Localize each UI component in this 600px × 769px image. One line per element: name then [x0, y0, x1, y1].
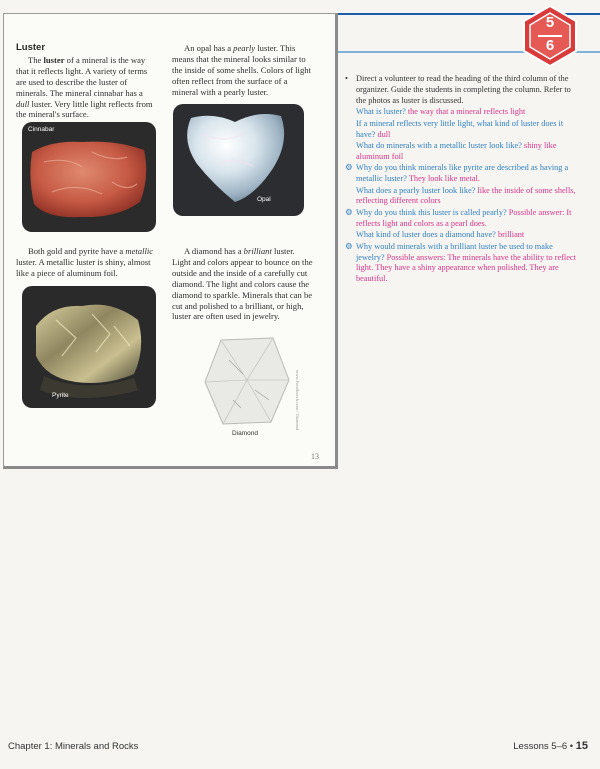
footer-lessons: Lessons 5–6 • 15 [513, 740, 588, 752]
critical-thinking-icon: ⚙ [345, 163, 353, 173]
cinnabar-image [22, 122, 156, 232]
cinnabar-label: Cinnabar [28, 126, 55, 133]
diamond-label: Diamond [232, 430, 259, 437]
cinnabar-photo [22, 122, 156, 232]
notes-intro: • Direct a volunteer to read the heading of the third column of the organizer. Guide the students in completing the column. Refer to the photos as luster is discussed. [345, 74, 571, 105]
pyrite-photo [22, 286, 156, 408]
qa-item-critical: ⚙ Why do you think minerals like pyrite are described as having a metallic luster? They look like metal. [345, 163, 569, 184]
luster-text-block [16, 43, 158, 120]
luster-intro: The luster of a mineral is the way that it reflects light. A variety of terms are used to describe the luster of minerals. The mineral cinnabar has a dull luster. Very little light reflects from the mineral's surface. [16, 54, 153, 120]
opal-text-block [172, 43, 314, 98]
student-page-number: 13 [311, 452, 319, 461]
pyrite-label: Pyrite [52, 392, 69, 399]
critical-thinking-icon: ⚙ [345, 241, 353, 251]
qa-item: What do minerals with a metallic luster look like? shiny like aluminum foil [356, 140, 557, 161]
badge-bottom-number: 6 [545, 37, 555, 54]
diamond-text: A diamond has a brilliant luster. Light and colors appear to bounce on the outside and the inside of a carefully cut diamond. The light and colors cause the diamond to sparkle. Minerals that can be cut and polished to a brilliant, or high, luster are often used in jewelry. [172, 246, 313, 322]
footer-page-number: 15 [575, 740, 588, 752]
opal-photo [173, 104, 304, 216]
bullet-icon: • [345, 74, 348, 83]
metallic-text-block [16, 246, 158, 279]
qa-item: If a mineral reflects very little light, what kind of luster does it have? dull [356, 118, 564, 139]
diamond-text-block [172, 246, 314, 322]
luster-heading: Luster [16, 42, 46, 53]
qa-item: What does a pearly luster look like? like the inside of some shells, reflecting different colors [356, 185, 576, 206]
qa-item: What kind of luster does a diamond have? brilliant [356, 230, 525, 240]
critical-thinking-icon: ⚙ [345, 207, 353, 217]
qa-item-critical: ⚙ Why would minerals with a brilliant luster be used to make jewelry? Possible answers: The minerals have the ability to reflect light. They have a shiny appearance when polished. They are beautiful. [345, 241, 576, 284]
opal-image [173, 104, 304, 216]
pyrite-image [22, 286, 156, 408]
metallic-text: Both gold and pyrite have a metallic luster. A metallic luster is shiny, almost like a piece of aluminum foil. [16, 246, 154, 278]
lesson-badge [518, 4, 582, 68]
badge-top-number: 5 [545, 14, 555, 31]
qa-item: What is luster? the way that a mineral reflects light [356, 107, 526, 117]
opal-label: Opal [257, 196, 271, 203]
teacher-notes [342, 74, 580, 286]
opal-text: An opal has a pearly luster. This means that the mineral looks similar to the inside of some shells. Colors of light often reflect from the surface of a mineral with a pearly luster. [172, 43, 311, 97]
qa-item-critical: ⚙ Why do you think this luster is called pearly? Possible answer: It reflects light and colors as a pearl does. [345, 207, 572, 228]
footer-chapter: Chapter 1: Minerals and Rocks [8, 741, 139, 752]
photo-credit: www.FotoSearch.com / Diamond [295, 370, 300, 431]
